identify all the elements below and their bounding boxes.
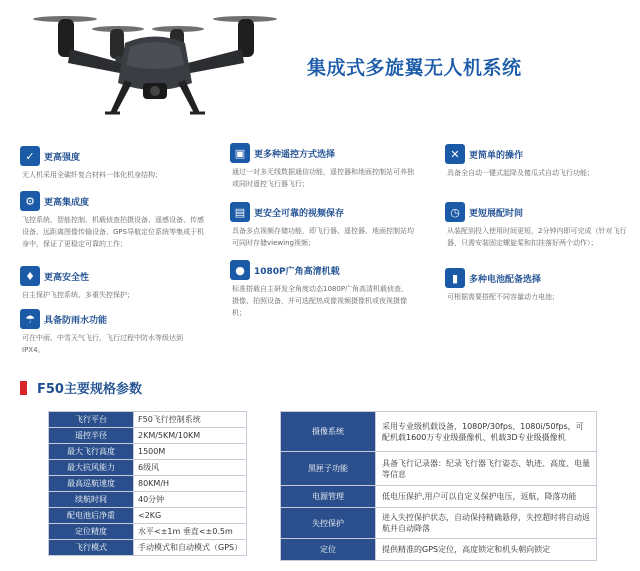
specs-table-left [48, 411, 247, 556]
spec-value: 具备飞行记录器：纪录飞行器飞行姿态、轨迹、高度、电量等信息 [376, 452, 597, 486]
table-row [281, 508, 597, 539]
feature-hd [230, 259, 415, 319]
spec-value: 40分钟 [134, 492, 247, 508]
spec-value: 手动模式和自动模式（GPS） [134, 540, 247, 556]
feature-desc: 具备多点视频存储功能，即飞行器、遥控器、地面控制站均可同时存储viewing视频； [232, 227, 414, 247]
feature-desc: 具备全自动一键式起降及傻瓜式自动飞行功能； [447, 169, 594, 177]
table-row [49, 508, 247, 524]
table-row [281, 486, 597, 508]
table-row [281, 412, 597, 452]
spec-label: 摄像系统 [281, 412, 376, 452]
feature-desc: 自主保护飞控系统、多重失控保护； [22, 291, 134, 299]
feature-title: 更高强度 [44, 152, 81, 163]
feature-title: 具备防雨水功能 [44, 315, 108, 326]
feature-desc: 标准搭载自主研发全角度动态1080P广角高清机载侦查、摄像、拍照设备，并可选配热成像视频摄像机或夜视摄像机； [232, 285, 409, 317]
feature-desc: 可在中雨、中雪天气飞行，飞行过程中防水等级达到IPX4。 [22, 334, 183, 354]
feature-waterproof [20, 308, 205, 356]
spec-value: F50飞行控制系统 [134, 412, 247, 428]
remote-control-icon: ▣ [230, 143, 250, 163]
table-row [49, 476, 247, 492]
feature-title: 更高安全性 [44, 272, 90, 283]
feature-desc: 飞控系统、智能控制、机载侦查拍摄设备、遥感设备、传感设备、远距离图像传输设备、GPS导航定位系统等集成于机身中，保证了更稳定可靠的工作； [22, 216, 205, 248]
stopwatch-icon: ◷ [445, 202, 465, 222]
shield-icon: ♦ [20, 266, 40, 286]
feature-desc: 从装配到投入使用时间更短，2分钟内即可完成（针对飞行器，只需安装固定螺旋桨和扣挂落好两个动作）； [447, 227, 627, 247]
feature-title: 更安全可靠的视频保存 [254, 208, 345, 219]
spec-label: 最大飞行高度 [49, 444, 134, 460]
feature-desc: 可根据需要搭配不同容量动力电池； [447, 293, 559, 301]
spec-label: 黑匣子功能 [281, 452, 376, 486]
feature-title: 更多种遥控方式选择 [254, 149, 336, 160]
spec-value: 6级风 [134, 460, 247, 476]
spec-value: 进入失控保护状态，自动保持精确悬停，失控超时将自动返航并自动降落 [376, 508, 597, 539]
specs-table-right [280, 411, 597, 561]
spec-label: 定位 [281, 539, 376, 561]
feature-strength [20, 145, 205, 181]
gear-icon: ⚙ [20, 191, 40, 211]
spec-label: 续航时间 [49, 492, 134, 508]
table-row [49, 540, 247, 556]
table-row [49, 428, 247, 444]
spec-label: 最高巡航速度 [49, 476, 134, 492]
feature-title: 多种电池配备选择 [469, 274, 542, 285]
table-row [281, 539, 597, 561]
spec-value: 低电压保护,用户可以自定义保护电压，返航，降落功能 [376, 486, 597, 508]
spec-label: 定位精度 [49, 524, 134, 540]
spec-value: 80KM/H [134, 476, 247, 492]
table-row [49, 492, 247, 508]
feature-title: 更短展配时间 [469, 208, 524, 219]
spec-value: 提供精准的GPS定位，高度锁定和机头朝向锁定 [376, 539, 597, 561]
feature-title: 更简单的操作 [469, 150, 524, 161]
spec-label: 遥控半径 [49, 428, 134, 444]
feature-desc: 通过一对多无线数据通信功能，遥控器和地面控制站可养独或同时遥控飞行器飞行； [232, 168, 414, 188]
feature-title: 更高集成度 [44, 197, 90, 208]
spec-label: 电源管理 [281, 486, 376, 508]
table-row [49, 524, 247, 540]
feature-battery [445, 267, 630, 303]
spec-value: 水平<±1m 垂直<±0.5m [134, 524, 247, 540]
feature-remote [230, 142, 415, 190]
feature-title: 1080P广角高清机载 [254, 266, 340, 277]
spec-value: 2KM/5KM/10KM [134, 428, 247, 444]
feature-simple [445, 143, 630, 179]
feature-integration [20, 190, 205, 250]
table-row [281, 452, 597, 486]
umbrella-icon: ☂ [20, 309, 40, 329]
spec-value: <2KG [134, 508, 247, 524]
feature-desc: 无人机采用全碳纤复合材料一体化机身结构； [22, 171, 162, 179]
spec-label: 最大抗风能力 [49, 460, 134, 476]
spec-label: 飞行平台 [49, 412, 134, 428]
tools-icon: ✕ [445, 144, 465, 164]
page-title: 集成式多旋翼无人机系统 [307, 57, 522, 79]
shield-check-icon: ✓ [20, 146, 40, 166]
feature-deploy [445, 201, 630, 249]
feature-safety [20, 265, 205, 301]
drone-image [20, 5, 280, 125]
heading-bar [20, 381, 27, 395]
table-row [49, 444, 247, 460]
specs-title: F50主要规格参数 [37, 382, 142, 397]
table-row [49, 460, 247, 476]
spec-label: 配电池后净重 [49, 508, 134, 524]
disk-save-icon: ▤ [230, 202, 250, 222]
spec-label: 飞行模式 [49, 540, 134, 556]
specs-heading [20, 378, 142, 397]
hd-camera-icon: ● [230, 260, 250, 280]
table-row [49, 412, 247, 428]
feature-video [230, 201, 415, 249]
spec-label: 失控保护 [281, 508, 376, 539]
spec-value: 采用专业级机载设备，1080P/30fps、1080i/50fps，可配机载1600万专业级摄像机、机载3D专业级摄像机 [376, 412, 597, 452]
battery-icon: ▮ [445, 268, 465, 288]
spec-value: 1500M [134, 444, 247, 460]
